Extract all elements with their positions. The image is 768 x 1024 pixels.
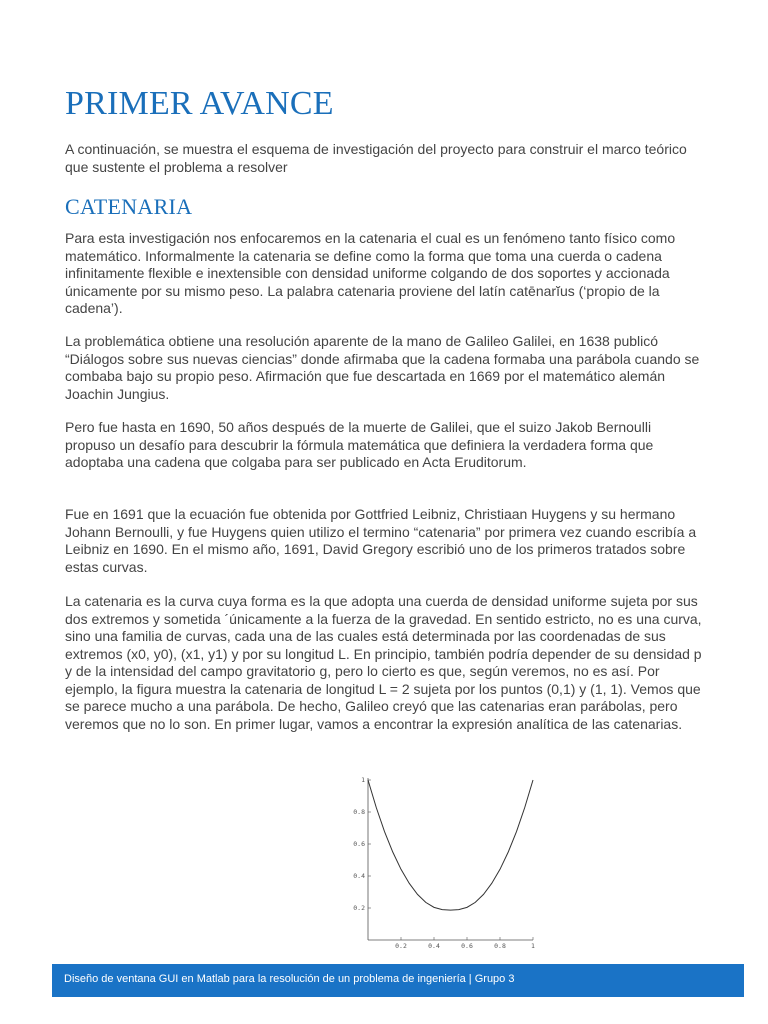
- paragraph-leibniz: Fue en 1691 que la ecuación fue obtenida por Gottfried Leibniz, Christiaan Huygens y su hermano Johann Bernoulli, y fue Huygens quien utilizo el termino “catenaria” por primera vez cuando escribía a Leibniz en 1690. En el mismo año, 1691, David Gregory escribió uno de los primeros tratados sobre estas curvas.: [65, 506, 697, 575]
- y-tick-label: 0.6: [353, 840, 365, 848]
- paragraph-bernoulli: Pero fue hasta en 1690, 50 años después de la muerte de Galilei, que el suizo Jakob Bernoulli propuso un desafío para descubrir la fórmula matemática que definiera la verdadera forma que adoptaba una cadena que colgaba para ser publicado en Acta Eruditorum.: [65, 419, 654, 470]
- paragraph-definition-curve: La catenaria es la curva cuya forma es la que adopta una cuerda de densidad uniforme sujeta por sus dos extremos y sometida ´únicamente a la fuerza de la gravedad. En sentido estricto, no es una curva, sino una familia de curvas, cada una de las cuales está determinada por las coordenadas de sus extremos (x0, y0), (x1, y1) y por su longitud L. En principio, también podría depender de su densidad p y de la intensidad del campo gravitatorio g, pero lo cierto es que, según veremos, no es así. Por ejemplo, la figura muestra la catenaria de longitud L = 2 sujeta por los puntos (0,1) y (1, 1). Vemos que se parece mucho a una parábola. De hecho, Galileo creyó que las catenarias eran parábolas, pero veremos que no lo son. En primer lugar, vamos a encontrar la expresión analítica de las catenarias.: [65, 593, 702, 732]
- y-tick-label: 0.2: [353, 904, 365, 912]
- catenary-chart-svg: [348, 770, 548, 950]
- intro-paragraph: A continuación, se muestra el esquema de investigación del proyecto para construir el marco teórico que sustente el problema a resolver: [65, 141, 687, 175]
- footer-bar: [52, 964, 744, 997]
- y-tick-label: 0.8: [353, 808, 365, 816]
- x-tick-label: 0.8: [494, 942, 506, 950]
- x-tick-label: 0.2: [395, 942, 407, 950]
- footer-text: Diseño de ventana GUI en Matlab para la resolución de un problema de ingeniería | Grupo 3: [64, 973, 515, 985]
- catenary-chart: [348, 770, 548, 955]
- y-tick-label: 0.4: [353, 872, 365, 880]
- x-tick-label: 0.4: [428, 942, 440, 950]
- x-tick-label: 1: [531, 942, 535, 950]
- x-tick-label: 0.6: [461, 942, 473, 950]
- paragraph-galileo: La problemática obtiene una resolución aparente de la mano de Galileo Galilei, en 1638 publicó “Diálogos sobre sus nuevas ciencias” donde afirmaba que la cadena formaba una parábola cuando se combaba bajo su propio peso. Afirmación que fue descartada en 1669 por el matemático alemán Joachin Jungius.: [65, 333, 700, 402]
- y-tick-label: 1: [361, 776, 365, 784]
- section-heading: CATENARIA: [65, 194, 193, 219]
- catenary-curve: [368, 780, 533, 910]
- paragraph-definition: Para esta investigación nos enfocaremos en la catenaria el cual es un fenómeno tanto físico como matemático. Informalmente la catenaria se define como la forma que toma una cuerda o cadena infinitamente flexible e inextensible con densidad uniforme colgando de dos soportes y accionada únicamente por su mismo peso. La palabra catenaria proviene del latín catēnarĭus (‘propio de la cadena’).: [65, 230, 676, 316]
- page-title: PRIMER AVANCE: [65, 85, 334, 122]
